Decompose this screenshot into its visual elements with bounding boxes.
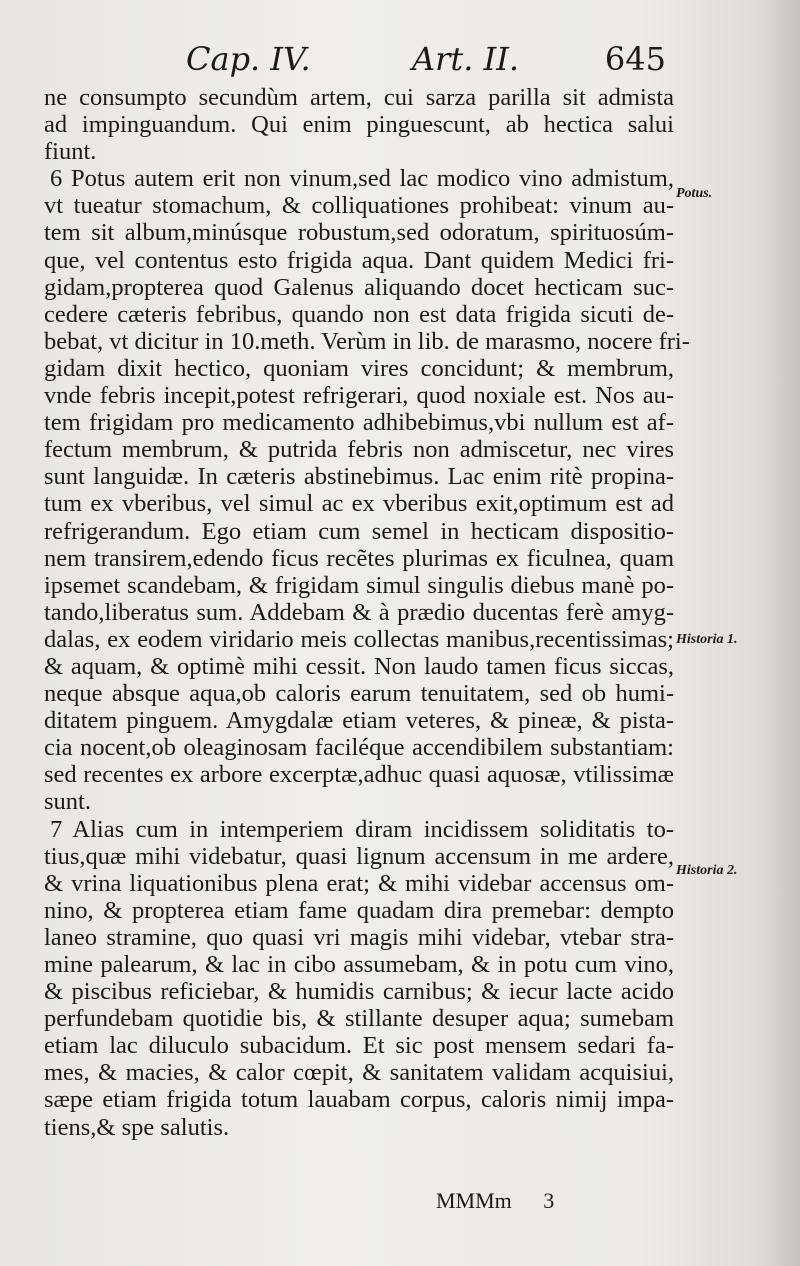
text-line: tum ex vberibus, vel simul ac ex vberibus exit,optimum est ad (44, 490, 674, 518)
text-line: gidam dixit hectico, quoniam vires concidunt; & membrum, (44, 354, 674, 382)
text-line: nem transirem,edendo ficus recẽtes plurimas ex ficulnea, quam (44, 544, 674, 572)
text-line: fiunt. (44, 138, 97, 166)
text-line: cia nocent,ob oleaginosam faciléque accendibilem substantiam: (44, 734, 674, 762)
page-footer (436, 1188, 554, 1214)
text-line: 7 Alias cum in intemperiem diram incidissem soliditatis to- (50, 815, 674, 843)
text-line: 6 Potus autem erit non vinum,sed lac modico vino admistum, (50, 165, 674, 193)
text-line: neque absque aqua,ob caloris earum tenuitatem, sed ob humi- (44, 680, 674, 708)
text-line: ditatem pinguem. Amygdalæ etiam veteres, & pineæ, & pista- (44, 707, 674, 735)
text-line: mes, & macies, & calor cœpit, & sanitatem validam acquisiui, (44, 1059, 674, 1087)
page-edge-shadow (760, 0, 800, 1266)
text-line: perfundebam quotidie bis, & stillante desuper aqua; sumebam (44, 1005, 674, 1033)
text-line: bebat, vt dicitur in 10.meth. Verùm in lib. de marasmo, nocere fri- (44, 327, 690, 355)
text-line: & vrina liquationibus plena erat; & mihi videbar accensus om- (44, 869, 674, 897)
text-line: que, vel contentus esto frigida aqua. Dant quidem Medici fri- (44, 246, 674, 274)
signature-number: 3 (543, 1188, 555, 1213)
text-line: sunt. (44, 788, 91, 816)
text-line: tando,liberatus sum. Addebam & à prædio ducentas ferè amyg- (44, 598, 674, 626)
text-line: sæpe etiam frigida totum lauabam corpus, caloris nimij impa- (44, 1086, 674, 1114)
running-header (186, 40, 666, 80)
text-line: mine palearum, & lac in cibo assumebam, & in potu cum vino, (44, 951, 674, 978)
text-line: vt tueatur stomachum, & colliquationes prohibeat: vinum au- (44, 192, 674, 220)
text-line: tius,quæ mihi videbatur, quasi lignum accensum in me ardere, (44, 842, 674, 870)
text-line: & piscibus reficiebar, & humidis carnibus; & iecur lacte acido (44, 978, 674, 1006)
text-line: ad impinguandum. Qui enim pinguescunt, ab hectica salui (44, 111, 674, 139)
text-line: sunt languidæ. In cæteris abstinebimus. Lac enim ritè propina- (44, 463, 674, 491)
text-line: & aquam, & optimè mihi cessit. Non laudo tamen ficus siccas, (44, 652, 674, 680)
text-line: nino, & propterea etiam fame quadam dira premebar: dempto (44, 896, 674, 924)
text-line: etiam lac diluculo subacidum. Et sic post mensem sedari fa- (44, 1032, 674, 1060)
text-line: vnde febris incepit,potest refrigerari, quod noxiale est. Nos au- (44, 382, 674, 410)
margin-note-historia-1: Historia 1. (676, 632, 738, 647)
margin-note-historia-2: Historia 2. (676, 863, 738, 878)
body-text (44, 84, 690, 1141)
page-number: 645 (604, 40, 666, 78)
text-line: ne consumpto secundùm artem, cui sarza parilla sit admista (44, 84, 674, 111)
header-article: Art. II. (412, 40, 520, 78)
text-line: fectum membrum, & putrida febris non admiscetur, nec vires (44, 436, 674, 464)
text-line: tem frigidam pro medicamento adhibebimus,vbi nullum est af- (44, 409, 674, 437)
text-line: tem sit album,minúsque robustum,sed odoratum, spirituosúm- (44, 219, 674, 247)
header-chapter: Cap. IV. (186, 40, 311, 78)
text-line: sed recentes ex arbore excerptæ,adhuc quasi aquosæ, vtilissimæ (44, 761, 674, 789)
text-line: ipsemet scandebam, & frigidam simul singulis diebus manè po- (44, 571, 674, 599)
text-line: dalas, ex eodem viridario meis collectas manibus,recentissimas; (44, 625, 674, 653)
text-line: cedere cæteris febribus, quando non est data frigida sicuti de- (44, 300, 674, 328)
margin-note-potus: Potus. (676, 186, 713, 201)
text-line: tiens,& spe salutis. (44, 1113, 230, 1141)
text-line: refrigerandum. Ego etiam cum semel in hecticam dispositio- (44, 517, 674, 545)
text-line: laneo stramine, quo quasi vri magis mihi videbar, vtebar stra- (44, 923, 674, 951)
text-line: gidam,propterea quod Galenus aliquando docet hecticam suc- (44, 273, 674, 301)
signature-mark: MMMm (436, 1188, 512, 1213)
